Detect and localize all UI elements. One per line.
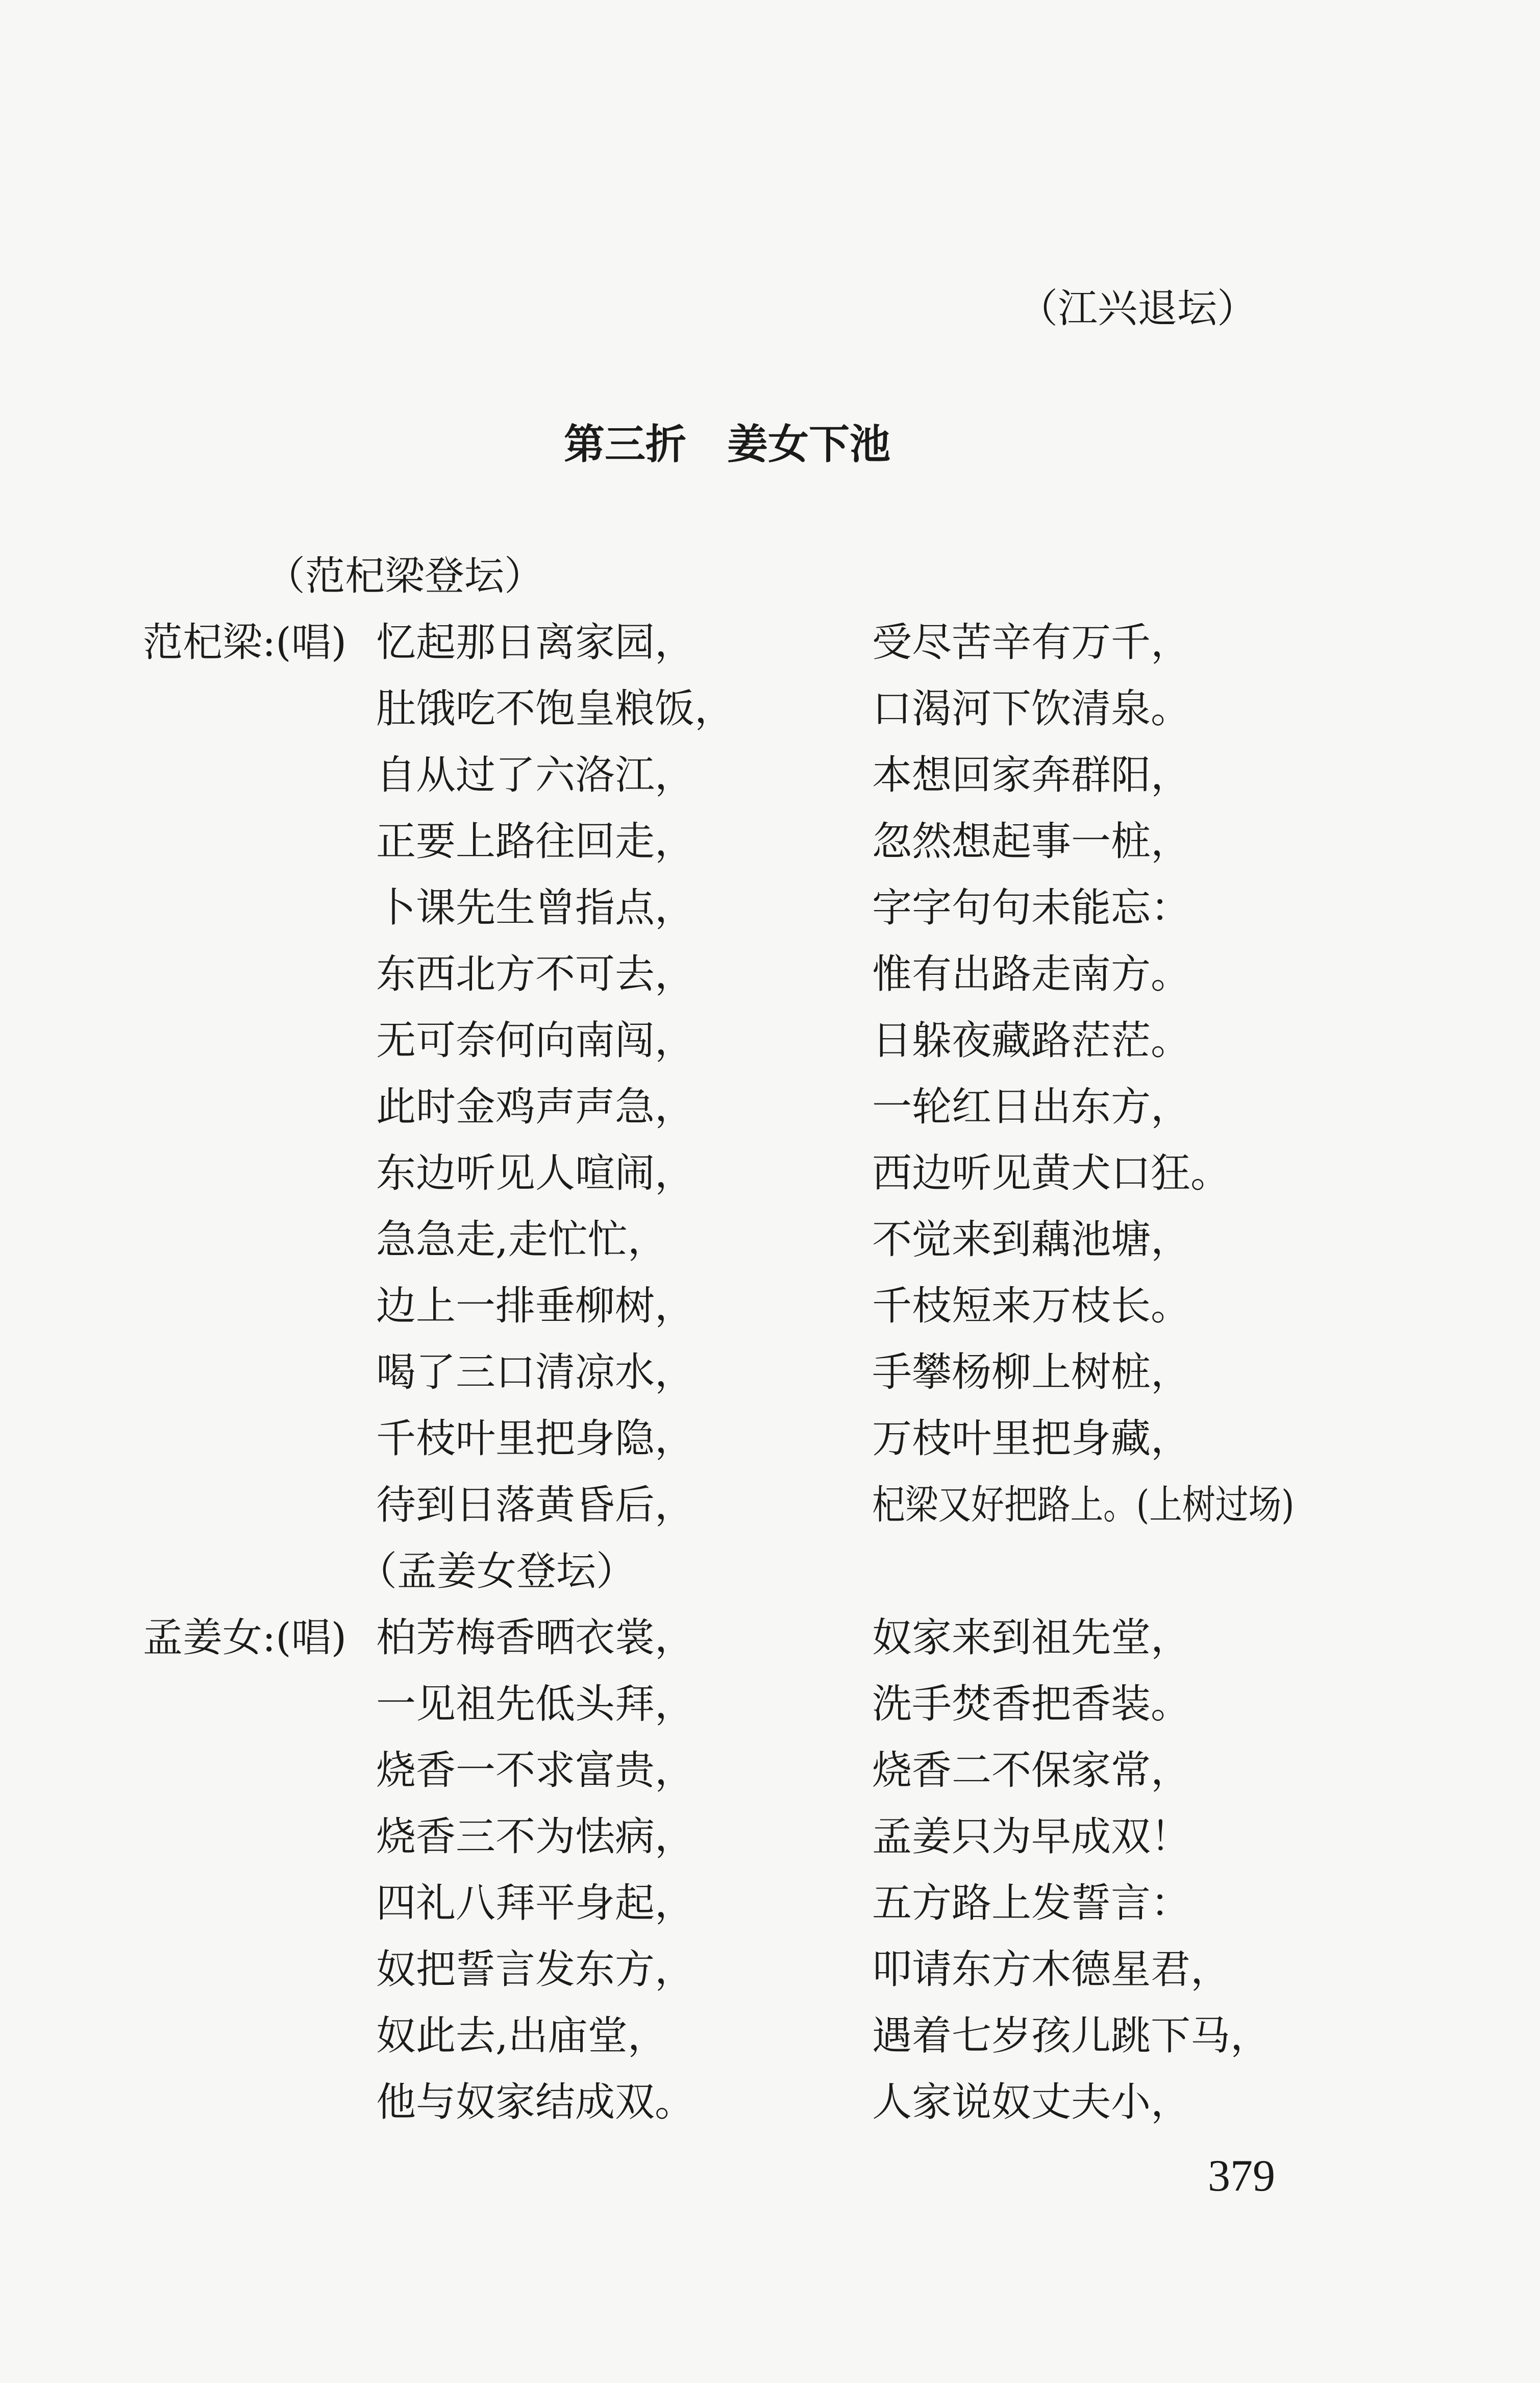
- lyric-left: 喝了三口清凉水，: [376, 1349, 695, 1395]
- lyric-row: [0, 1140, 1540, 1207]
- lyric-left: 急急走,走忙忙，: [376, 1217, 667, 1263]
- lyric-left: 忆起那日离家园，: [376, 620, 695, 666]
- lyric-right: 叩请东方木德星君，: [872, 1947, 1231, 1993]
- lyric-right: 五方路上发誓言：: [872, 1880, 1191, 1926]
- lyric-left: 无可奈何向南闯，: [376, 1018, 695, 1064]
- lyric-left: 柏芳梅香晒衣裳，: [376, 1615, 695, 1661]
- lyric-right: 奴家来到祖先堂，: [872, 1615, 1191, 1661]
- page-number: 379: [1208, 2151, 1275, 2201]
- script-body: [0, 543, 1540, 2135]
- lyric-row: [0, 1472, 1540, 1538]
- lyric-right: 惟有出路走南方。: [872, 951, 1191, 997]
- stage-direction-entrance: （孟姜女登坛）: [357, 1549, 636, 1594]
- lyric-left: 待到日落黄昏后，: [376, 1482, 695, 1528]
- speaker-label: 孟姜女:(唱): [143, 1615, 347, 1661]
- lyric-row: [0, 2003, 1540, 2069]
- lyric-row: [0, 1406, 1540, 1472]
- stage-direction-row: [0, 543, 1540, 609]
- speaker-label: 范杞梁:(唱): [143, 620, 347, 666]
- lyric-row: [0, 676, 1540, 742]
- lyric-right: 孟姜只为早成双！: [872, 1814, 1191, 1860]
- stage-direction-row: [0, 1538, 1540, 1605]
- lyric-row: [0, 1605, 1540, 1671]
- lyric-left: 东边听见人喧闹，: [376, 1150, 695, 1196]
- lyric-left: 一见祖先低头拜，: [376, 1681, 695, 1727]
- lyric-right: 遇着七岁孩儿跳下马，: [872, 2013, 1271, 2059]
- lyric-left: 四礼八拜平身起，: [376, 1880, 695, 1926]
- lyric-left: 奴此去,出庙堂，: [376, 2013, 667, 2059]
- lyric-row: [0, 742, 1540, 808]
- lyric-left: 自从过了六洛江，: [376, 752, 695, 798]
- lyric-right: 不觉来到藕池塘，: [872, 1217, 1191, 1263]
- lyric-row: [0, 808, 1540, 875]
- lyric-right: 受尽苦辛有万千，: [872, 620, 1191, 666]
- lyric-row: [0, 875, 1540, 941]
- lyric-left: 千枝叶里把身隐，: [376, 1416, 695, 1462]
- lyric-right: 烧香二不保家常，: [872, 1748, 1191, 1794]
- lyric-right: 手攀杨柳上树桩，: [872, 1349, 1191, 1395]
- lyric-right: 忽然想起事一桩，: [872, 819, 1191, 865]
- lyric-row: [0, 1936, 1540, 2003]
- lyric-left: 东西北方不可去，: [376, 951, 695, 997]
- lyric-left: 边上一排垂柳树，: [376, 1283, 695, 1329]
- lyric-row: [0, 1273, 1540, 1339]
- scene-title: 第三折 姜女下池: [564, 420, 890, 468]
- lyric-right: 口渴河下饮清泉。: [872, 686, 1191, 732]
- lyric-left: 卜课先生曾指点，: [376, 885, 695, 931]
- lyric-left: 正要上路往回走，: [376, 819, 695, 865]
- lyric-row: [0, 1008, 1540, 1074]
- lyric-row: [0, 1207, 1540, 1273]
- lyric-right: 千枝短来万枝长。: [872, 1283, 1191, 1329]
- lyric-row: [0, 1671, 1540, 1737]
- lyric-row: [0, 609, 1540, 676]
- lyric-left: 肚饿吃不饱皇粮饭，: [376, 686, 735, 732]
- lyric-right: 人家说奴丈夫小，: [872, 2079, 1191, 2125]
- lyric-right: 万枝叶里把身藏，: [872, 1416, 1191, 1462]
- lyric-row: [0, 1870, 1540, 1936]
- lyric-right: 日躲夜藏路茫茫。: [872, 1018, 1191, 1064]
- lyric-right: 西边听见黄犬口狂。: [872, 1150, 1231, 1196]
- lyric-row: [0, 2069, 1540, 2135]
- lyric-right: 本想回家奔群阳，: [872, 752, 1191, 798]
- lyric-right-with-stage-note: 杞梁又好把路上。(上树过场): [872, 1482, 1295, 1528]
- stage-direction-exit: （江兴退坛）: [1018, 286, 1257, 332]
- lyric-row: [0, 1339, 1540, 1406]
- lyric-left: 奴把誓言发东方，: [376, 1947, 695, 1993]
- lyric-row: [0, 1737, 1540, 1804]
- lyric-right: 一轮红日出东方，: [872, 1084, 1191, 1130]
- lyric-left: 烧香一不求富贵，: [376, 1748, 695, 1794]
- lyric-row: [0, 941, 1540, 1008]
- lyric-right: 洗手焚香把香装。: [872, 1681, 1191, 1727]
- lyric-right: 字字句句未能忘：: [872, 885, 1191, 931]
- lyric-row: [0, 1804, 1540, 1870]
- stage-direction-entrance: （范杞梁登坛）: [265, 553, 544, 599]
- lyric-left: 此时金鸡声声急，: [376, 1084, 695, 1130]
- lyric-row: [0, 1074, 1540, 1140]
- lyric-left: 他与奴家结成双。: [376, 2079, 695, 2125]
- lyric-left: 烧香三不为怯病，: [376, 1814, 695, 1860]
